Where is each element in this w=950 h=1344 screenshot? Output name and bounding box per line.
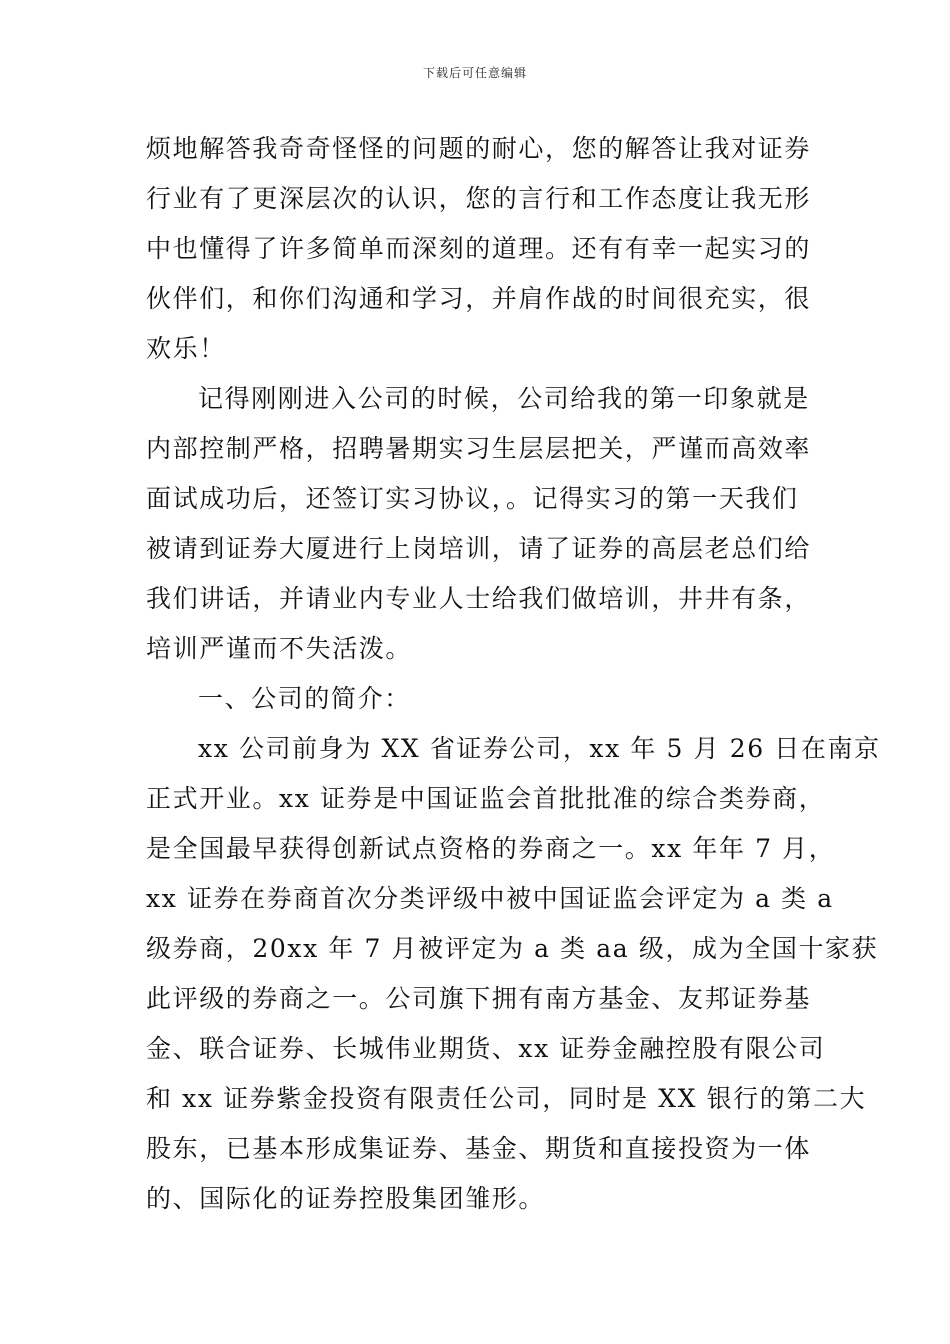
heading-line: 一、公司的简介： <box>198 684 411 713</box>
text-line: 欢乐！ <box>146 334 226 363</box>
text-line: 面试成功后，还签订实习协议，。记得实习的第一天我们 <box>146 484 799 513</box>
paragraph-2 <box>146 374 836 674</box>
text-line: 此评级的券商之一。公司旗下拥有南方基金、友邦证券基 <box>146 984 812 1013</box>
text-line: 被请到证券大厦进行上岗培训，请了证券的高层老总们给 <box>146 534 812 563</box>
text-line: 我们讲话，并请业内专业人士给我们做培训，井井有条， <box>146 584 812 613</box>
text-line: 内部控制严格，招聘暑期实习生层层把关，严谨而高效率 <box>146 434 812 463</box>
text-line: 中也懂得了许多简单而深刻的道理。还有有幸一起实习的 <box>146 234 812 263</box>
paragraph-1 <box>146 124 836 374</box>
text-line: 级券商，20xx 年 7 月被评定为 a 类 aa 级，成为全国十家获 <box>146 934 879 963</box>
text-line: 股东，已基本形成集证券、基金、期货和直接投资为一体 <box>146 1134 812 1163</box>
text-line: 培训严谨而不失活泼。 <box>146 634 413 663</box>
text-line: 记得刚刚进入公司的时候，公司给我的第一印象就是 <box>198 384 810 413</box>
text-line: 烦地解答我奇奇怪怪的问题的耐心，您的解答让我对证券 <box>146 134 812 163</box>
text-line: 正式开业。xx 证券是中国证监会首批批准的综合类券商， <box>146 784 826 813</box>
section-heading <box>146 674 836 724</box>
document-body <box>146 124 881 1224</box>
text-line: 金、联合证券、长城伟业期货、xx 证券金融控股有限公司 <box>146 1034 826 1063</box>
text-line: 伙伴们，和你们沟通和学习，并肩作战的时间很充实，很 <box>146 284 812 313</box>
text-line: xx 公司前身为 XX 省证券公司，xx 年 5 月 26 日在南京 <box>198 734 881 763</box>
text-line: xx 证券在券商首次分类评级中被中国证监会评定为 a 类 a <box>146 884 834 913</box>
text-line: 和 xx 证券紫金投资有限责任公司，同时是 XX 银行的第二大 <box>146 1084 867 1113</box>
paragraph-4 <box>146 724 881 1224</box>
text-line: 行业有了更深层次的认识，您的言行和工作态度让我无形 <box>146 184 812 213</box>
page-header: 下载后可任意编辑 <box>422 66 527 80</box>
text-line: 的、国际化的证券控股集团雏形。 <box>146 1184 546 1213</box>
text-line: 是全国最早获得创新试点资格的券商之一。xx 年年 7 月， <box>146 834 836 863</box>
